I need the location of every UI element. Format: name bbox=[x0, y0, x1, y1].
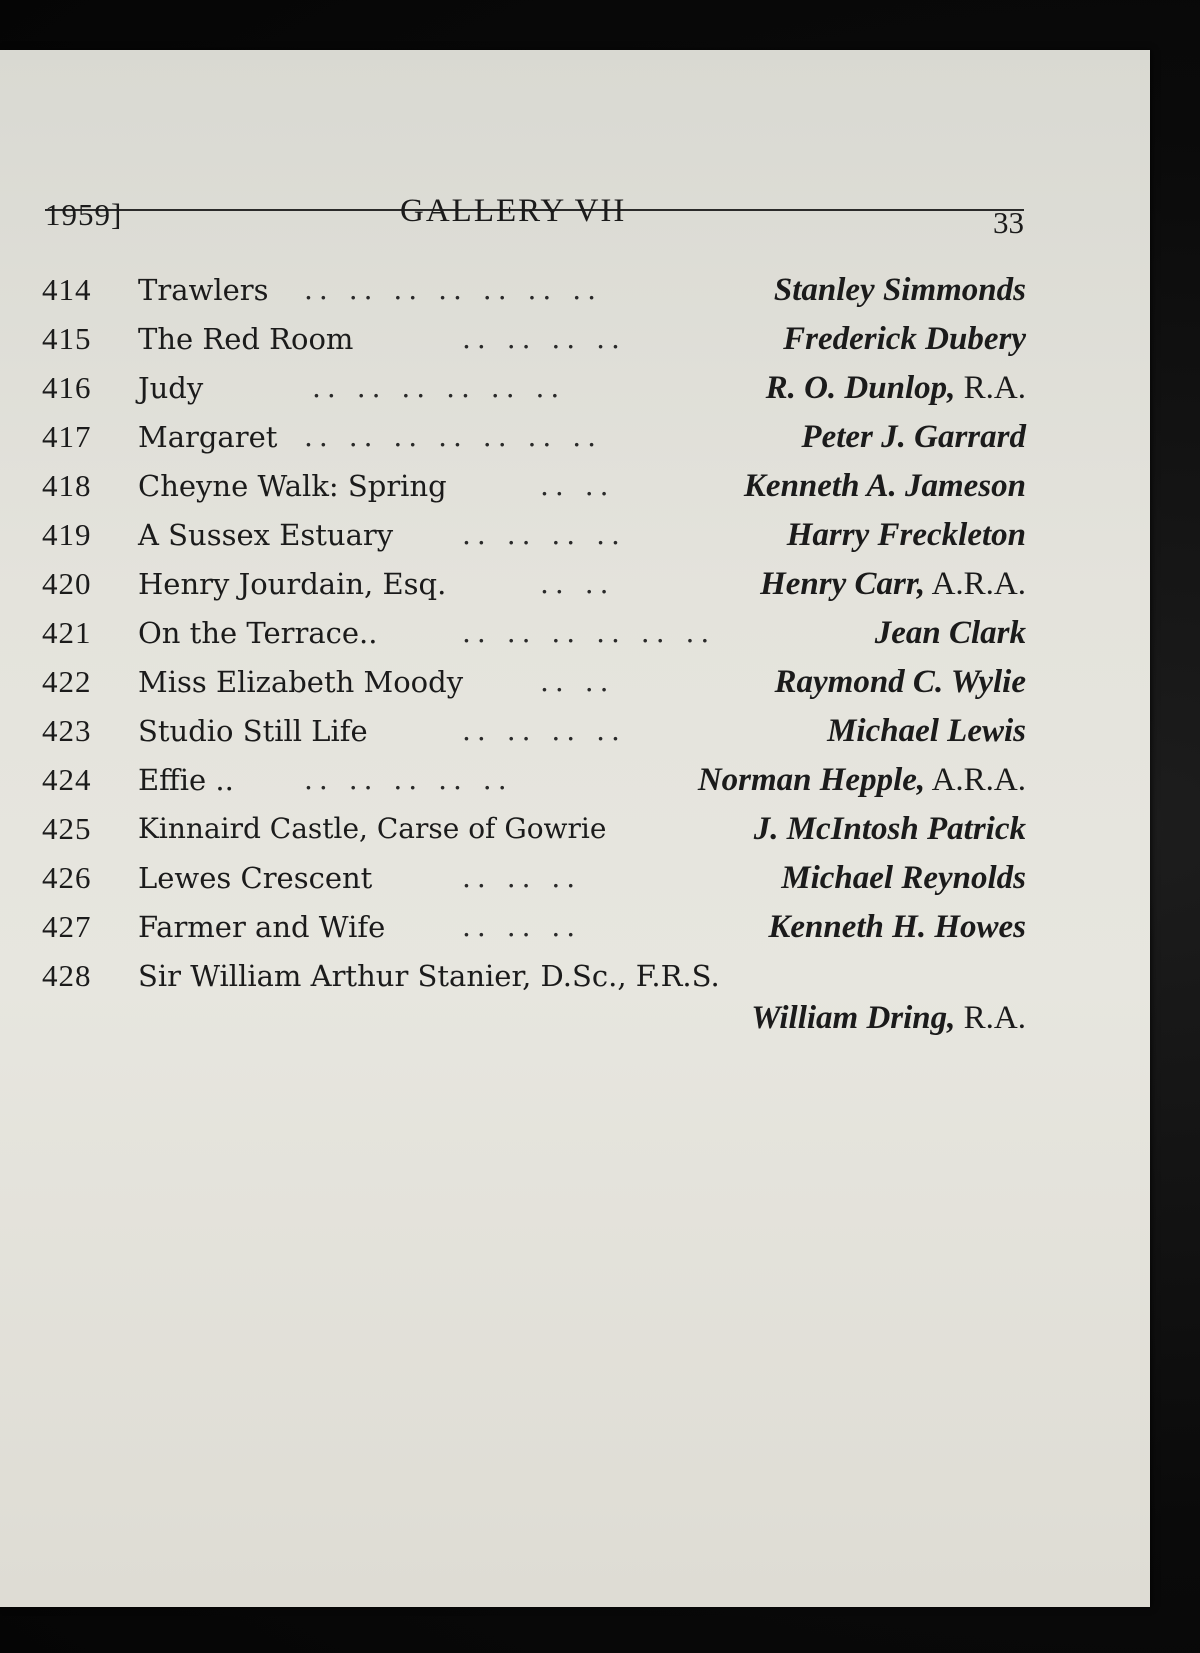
header-year: 1959] bbox=[45, 197, 123, 232]
artist-name: J. McIntosh Patrick bbox=[753, 811, 1026, 847]
entry-number: 417 bbox=[42, 419, 92, 454]
catalogue-entry bbox=[42, 616, 1026, 665]
entry-number: 414 bbox=[42, 272, 92, 307]
entry-artist bbox=[751, 1001, 1026, 1035]
dot-leader: .. .. bbox=[540, 665, 615, 698]
entry-title: A Sussex Estuary bbox=[138, 518, 394, 552]
entry-artist bbox=[754, 812, 1026, 846]
entry-title: Miss Elizabeth Moody bbox=[138, 665, 464, 699]
dot-leader: .. .. .. .. bbox=[462, 714, 626, 747]
artist-name: Kenneth H. Howes bbox=[768, 909, 1026, 945]
catalogue-page bbox=[0, 50, 1150, 1607]
entry-artist bbox=[783, 322, 1026, 356]
entry-title: Farmer and Wife bbox=[138, 910, 386, 944]
artist-honour: R.A. bbox=[955, 370, 1026, 406]
dot-leader: .. .. .. .. .. .. .. bbox=[304, 273, 603, 306]
entry-artist bbox=[781, 861, 1026, 895]
entry-title: Effie .. bbox=[138, 763, 234, 797]
catalogue-entry bbox=[42, 273, 1026, 322]
artist-honour: R.A. bbox=[955, 1000, 1026, 1036]
entry-number: 423 bbox=[42, 713, 92, 748]
catalogue-entry bbox=[42, 371, 1026, 420]
entry-artist bbox=[768, 910, 1026, 944]
catalogue-entries bbox=[42, 273, 1026, 1049]
entry-number: 428 bbox=[42, 958, 92, 993]
catalogue-entry bbox=[42, 567, 1026, 616]
entry-number: 421 bbox=[42, 615, 92, 650]
catalogue-entry bbox=[42, 763, 1026, 812]
entry-artist bbox=[875, 616, 1026, 650]
entry-artist bbox=[698, 763, 1026, 797]
entry-number: 427 bbox=[42, 909, 92, 944]
entry-number: 426 bbox=[42, 860, 92, 895]
page-number: 33 bbox=[993, 205, 1024, 240]
catalogue-entry bbox=[42, 959, 1026, 1049]
dot-leader: .. .. .. bbox=[462, 861, 582, 894]
entry-title: Studio Still Life bbox=[138, 714, 368, 748]
artist-name: William Dring, bbox=[751, 1000, 956, 1036]
dot-leader: .. .. .. .. .. .. bbox=[462, 616, 716, 649]
artist-honour: A.R.A. bbox=[925, 566, 1026, 602]
catalogue-entry bbox=[42, 861, 1026, 910]
artist-name: Harry Freckleton bbox=[786, 517, 1026, 553]
artist-name: Frederick Dubery bbox=[783, 321, 1026, 357]
entry-artist bbox=[827, 714, 1026, 748]
entry-title: Trawlers bbox=[138, 273, 269, 307]
entry-title: The Red Room bbox=[138, 322, 354, 356]
entry-artist bbox=[774, 273, 1026, 307]
artist-name: Raymond C. Wylie bbox=[774, 664, 1026, 700]
dot-leader: .. .. .. .. bbox=[462, 322, 626, 355]
dot-leader: .. .. bbox=[540, 469, 615, 502]
artist-name: Michael Lewis bbox=[827, 713, 1026, 749]
entry-number: 420 bbox=[42, 566, 92, 601]
entry-title: Sir William Arthur Stanier, D.Sc., F.R.S. bbox=[138, 959, 720, 993]
artist-honour: A.R.A. bbox=[925, 762, 1026, 798]
catalogue-entry bbox=[42, 812, 1026, 861]
entry-artist bbox=[787, 518, 1026, 552]
catalogue-entry bbox=[42, 714, 1026, 763]
artist-name: Jean Clark bbox=[874, 615, 1026, 651]
dot-leader: .. .. .. .. .. .. bbox=[312, 371, 566, 404]
entry-title: Judy bbox=[138, 371, 204, 405]
catalogue-entry bbox=[42, 420, 1026, 469]
catalogue-entry bbox=[42, 910, 1026, 959]
entry-artist bbox=[744, 469, 1026, 503]
entry-number: 419 bbox=[42, 517, 92, 552]
entry-title: Henry Jourdain, Esq. bbox=[138, 567, 447, 601]
dot-leader: .. .. .. .. bbox=[462, 518, 626, 551]
entry-number: 416 bbox=[42, 370, 92, 405]
dot-leader: .. .. .. .. .. bbox=[304, 763, 513, 796]
entry-artist bbox=[801, 420, 1026, 454]
gallery-title: GALLERY VII bbox=[400, 193, 627, 229]
catalogue-entry bbox=[42, 518, 1026, 567]
artist-name: Kenneth A. Jameson bbox=[743, 468, 1026, 504]
artist-name: Henry Carr, bbox=[760, 566, 926, 602]
entry-title: On the Terrace.. bbox=[138, 616, 378, 650]
page-header bbox=[45, 145, 1024, 240]
catalogue-entry bbox=[42, 469, 1026, 518]
artist-name: Michael Reynolds bbox=[781, 860, 1026, 896]
entry-title: Margaret bbox=[138, 420, 278, 454]
artist-name: Norman Hepple, bbox=[697, 762, 926, 798]
artist-name: Stanley Simmonds bbox=[773, 272, 1026, 308]
dot-leader: .. .. bbox=[540, 567, 615, 600]
catalogue-entry bbox=[42, 665, 1026, 714]
entry-title: Lewes Crescent bbox=[138, 861, 373, 895]
dot-leader: .. .. .. .. .. .. .. bbox=[304, 420, 603, 453]
entry-artist bbox=[775, 665, 1027, 699]
entry-number: 415 bbox=[42, 321, 92, 356]
catalogue-entry bbox=[42, 322, 1026, 371]
entry-artist bbox=[760, 567, 1026, 601]
artist-name: Peter J. Garrard bbox=[801, 419, 1026, 455]
entry-number: 424 bbox=[42, 762, 92, 797]
entry-artist bbox=[766, 371, 1026, 405]
dot-leader: .. .. .. bbox=[462, 910, 582, 943]
entry-number: 425 bbox=[42, 811, 92, 846]
entry-title: Kinnaird Castle, Carse of Gowrie bbox=[138, 812, 607, 845]
entry-title: Cheyne Walk: Spring bbox=[138, 469, 447, 503]
entry-number: 418 bbox=[42, 468, 92, 503]
artist-name: R. O. Dunlop, bbox=[765, 370, 956, 406]
entry-number: 422 bbox=[42, 664, 92, 699]
